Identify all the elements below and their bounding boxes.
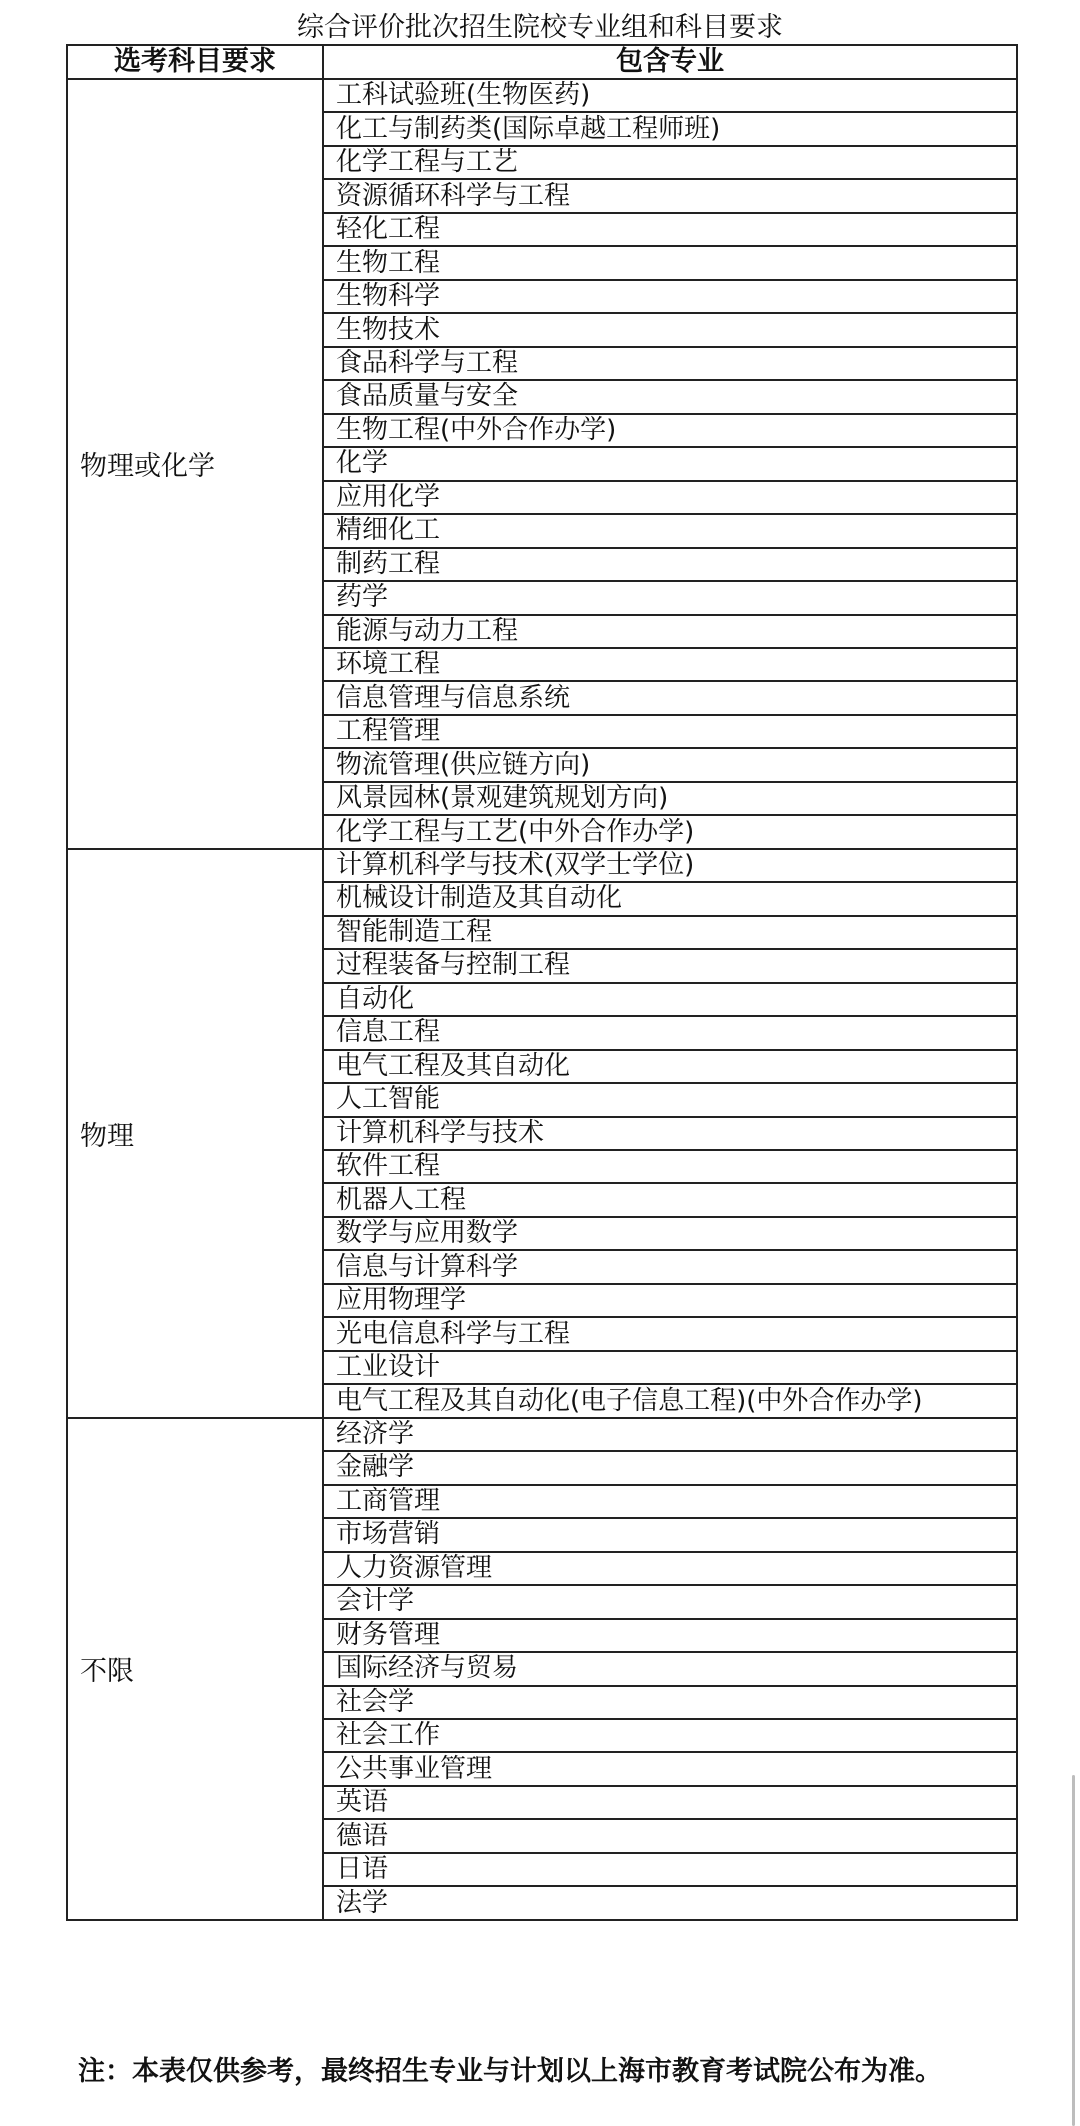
major-cell: 市场营销 [323, 1518, 1017, 1551]
major-cell: 人工智能 [323, 1083, 1017, 1116]
table-header-row [67, 45, 1017, 79]
major-cell: 财务管理 [323, 1619, 1017, 1652]
major-cell: 应用物理学 [323, 1284, 1017, 1317]
major-cell: 过程装备与控制工程 [323, 949, 1017, 982]
major-cell: 信息与计算科学 [323, 1250, 1017, 1283]
major-cell: 精细化工 [323, 514, 1017, 547]
table-row [67, 1418, 1017, 1451]
major-cell: 计算机科学与技术(双学士学位) [323, 849, 1017, 882]
major-cell: 物流管理(供应链方向) [323, 748, 1017, 781]
major-cell: 化学工程与工艺(中外合作办学) [323, 815, 1017, 848]
major-cell: 环境工程 [323, 648, 1017, 681]
major-cell: 人力资源管理 [323, 1552, 1017, 1585]
requirement-cell: 不限 [67, 1418, 323, 1920]
major-cell: 信息工程 [323, 1016, 1017, 1049]
table-row [67, 849, 1017, 882]
major-cell: 机械设计制造及其自动化 [323, 882, 1017, 915]
major-cell: 制药工程 [323, 548, 1017, 581]
major-cell: 生物工程(中外合作办学) [323, 414, 1017, 447]
major-cell: 光电信息科学与工程 [323, 1317, 1017, 1350]
major-cell: 金融学 [323, 1451, 1017, 1484]
major-cell: 公共事业管理 [323, 1752, 1017, 1785]
major-cell: 软件工程 [323, 1150, 1017, 1183]
header-majors: 包含专业 [323, 45, 1017, 79]
major-cell: 日语 [323, 1853, 1017, 1886]
major-cell: 资源循环科学与工程 [323, 179, 1017, 212]
requirement-cell: 物理或化学 [67, 79, 323, 849]
header-requirement: 选考科目要求 [67, 45, 323, 79]
major-cell: 药学 [323, 581, 1017, 614]
major-cell: 会计学 [323, 1585, 1017, 1618]
major-cell: 英语 [323, 1786, 1017, 1819]
major-cell: 德语 [323, 1819, 1017, 1852]
majors-table [66, 44, 1018, 1921]
major-cell: 生物科学 [323, 280, 1017, 313]
major-cell: 社会工作 [323, 1719, 1017, 1752]
major-cell: 自动化 [323, 983, 1017, 1016]
major-cell: 能源与动力工程 [323, 615, 1017, 648]
major-cell: 食品科学与工程 [323, 347, 1017, 380]
major-cell: 轻化工程 [323, 213, 1017, 246]
major-cell: 法学 [323, 1886, 1017, 1919]
major-cell: 工商管理 [323, 1485, 1017, 1518]
major-cell: 工业设计 [323, 1351, 1017, 1384]
page-title: 综合评价批次招生院校专业组和科目要求 [297, 12, 783, 43]
table-row [67, 79, 1017, 112]
major-cell: 智能制造工程 [323, 916, 1017, 949]
major-cell: 食品质量与安全 [323, 380, 1017, 413]
major-cell: 生物工程 [323, 246, 1017, 279]
footnote: 注：本表仅供参考，最终招生专业与计划以上海市教育考试院公布为准。 [78, 2056, 942, 2087]
major-cell: 工程管理 [323, 715, 1017, 748]
major-cell: 工科试验班(生物医药) [323, 79, 1017, 112]
major-cell: 机器人工程 [323, 1183, 1017, 1216]
major-cell: 社会学 [323, 1686, 1017, 1719]
major-cell: 数学与应用数学 [323, 1217, 1017, 1250]
major-cell: 国际经济与贸易 [323, 1652, 1017, 1685]
major-cell: 化工与制药类(国际卓越工程师班) [323, 112, 1017, 145]
table-body [67, 79, 1017, 1920]
major-cell: 生物技术 [323, 313, 1017, 346]
major-cell: 计算机科学与技术 [323, 1117, 1017, 1150]
major-cell: 电气工程及其自动化 [323, 1050, 1017, 1083]
major-cell: 信息管理与信息系统 [323, 681, 1017, 714]
scrollbar[interactable] [1072, 1775, 1075, 2126]
requirement-cell: 物理 [67, 849, 323, 1418]
major-cell: 应用化学 [323, 481, 1017, 514]
major-cell: 化学工程与工艺 [323, 146, 1017, 179]
major-cell: 经济学 [323, 1418, 1017, 1451]
major-cell: 风景园林(景观建筑规划方向) [323, 782, 1017, 815]
major-cell: 电气工程及其自动化(电子信息工程)(中外合作办学) [323, 1384, 1017, 1417]
major-cell: 化学 [323, 447, 1017, 480]
